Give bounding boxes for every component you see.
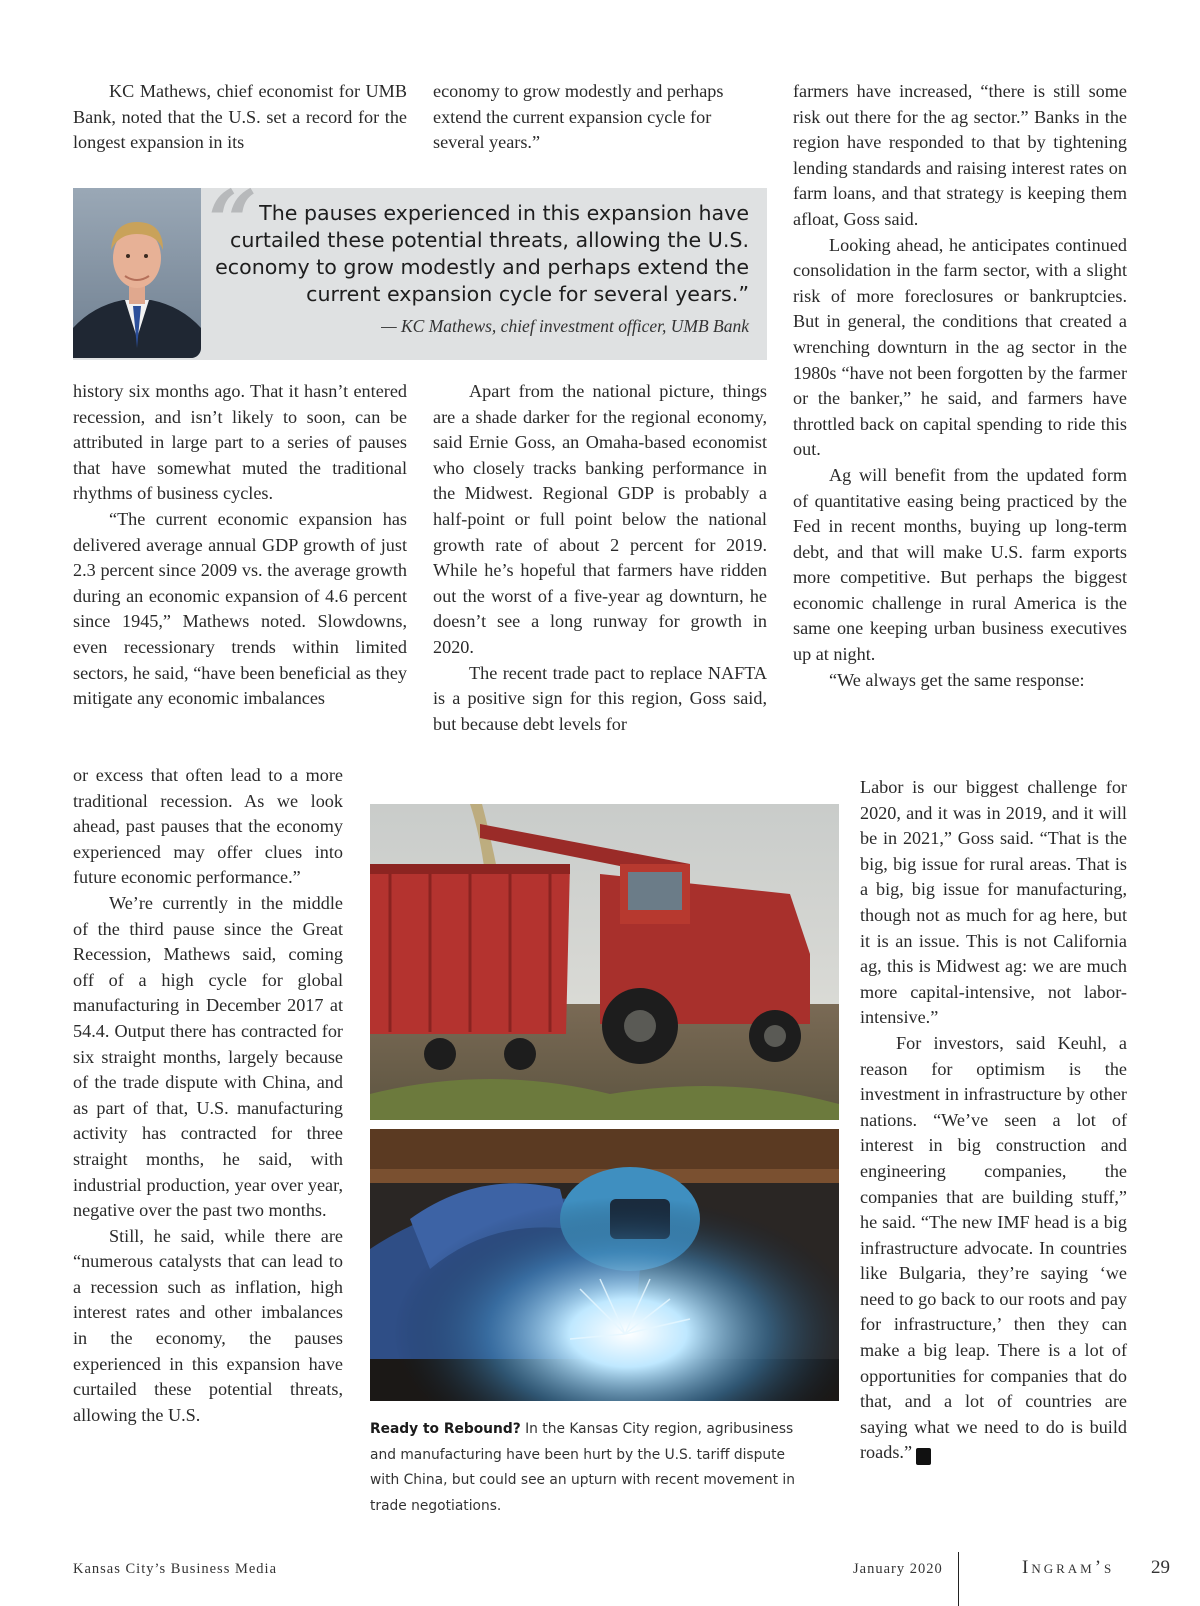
harvester-image <box>370 804 839 1120</box>
harvester-photo <box>370 804 839 1120</box>
pull-quote-attribution: — KC Mathews, chief investment officer, UMB Bank <box>381 316 749 336</box>
welder-photo <box>370 1129 839 1401</box>
paragraph: “The current economic expansion has delivered average annual GDP growth of just 2.3 percent since 2009 vs. the average growth during an economic expansion of 4.6 percent since 1945,” Mathews noted. Slowdowns, even recessionary trends within limited sectors, he said, “have been beneficial as they mitigate any economic imbalances <box>73 508 407 709</box>
portrait-photo <box>73 188 201 358</box>
paragraph: farmers have increased, “there is still some risk out there for the ag sector.” Banks in the region have responded to that by tightening lending standards and raising interest rates on farm loans, and that strategy is keeping them afloat, Goss said. <box>793 81 1127 229</box>
paragraph: economy to grow modestly and perhaps extend the current expansion cycle for several years.” <box>433 81 724 153</box>
paragraph: history six months ago. That it hasn’t entered recession, and isn’t likely to soon, can be attributed in large part to a series of pauses that have somewhat muted the traditional rhythms of business cycles. <box>73 381 407 504</box>
caption-title: Ready to Rebound? <box>370 1421 521 1437</box>
page-number: 29 <box>1151 1557 1170 1578</box>
column-3-top <box>793 79 1127 693</box>
column-1-narrow <box>73 763 343 1428</box>
paragraph: Apart from the national picture, things are a shade darker for the regional economy, said Ernie Goss, an Omaha-based economist who closely tracks banking performance in the Midwest. Regional GDP is probably a half-point or full point below the national growth rate of about 2 percent for 2019. While he’s hopeful that farmers have ridden out the worst of a five-year ag downturn, he doesn’t see a long runway for growth in 2020. <box>433 381 767 657</box>
column-3-narrow <box>860 775 1127 1466</box>
column-1-middle <box>73 379 407 712</box>
column-2-top <box>433 79 767 156</box>
end-mark-icon: I <box>916 1448 931 1465</box>
paragraph-text: For investors, said Keuhl, a reason for optimism is the investment in infrastructure by other nations. “We’ve seen a lot of interest in big construction and engineering companies, the companies that are building stuff,” he said. “The new IMF head is a big infrastructure advocate. In countries like Bulgaria, they’re saying ‘we need to go back to our roots and pay for infrastructure,’ then they can make a big leap. There is a lot of opportunities for companies that do that, and a lot of countries are saying what we need to do is build roads.” <box>860 1032 1127 1463</box>
paragraph: Ag will benefit from the updated form of quantitative easing being practiced by the Fed in recent months, buying up long-term debt, and that will make U.S. farm exports more competitive. But perhaps the biggest economic challenge in rural America is the same one keeping urban business executives up at night. <box>793 464 1127 665</box>
footer-brand: Ingram’s <box>1022 1557 1115 1578</box>
paragraph: KC Mathews, chief economist for UMB Bank, noted that the U.S. set a record for the longest expansion in its <box>73 81 407 153</box>
paragraph: Still, he said, while there are “numerous catalysts that can lead to a recession such as inflation, high interest rates and other imbalances in the economy, the pauses experienced in this expansion have curtailed these potential threats, allowing the U.S. <box>73 1225 343 1425</box>
footer-date: January 2020 <box>853 1561 943 1577</box>
column-2-middle <box>433 379 767 737</box>
welder-image <box>370 1129 839 1401</box>
portrait-image <box>73 188 201 358</box>
paragraph-final <box>860 1031 1127 1466</box>
photo-caption <box>370 1417 810 1519</box>
footer-publication: Kansas City’s Business Media <box>73 1561 278 1577</box>
footer-divider <box>958 1552 959 1606</box>
column-1-top <box>73 79 407 156</box>
caption-body: In the Kansas City region, agribusiness and manufacturing have been hurt by the U.S. tariff dispute with China, but could see an upturn with recent movement in trade negotiations. <box>370 1421 795 1514</box>
paragraph: Looking ahead, he anticipates continued consolidation in the farm sector, with a slight risk of more foreclosures or bankruptcies. But in general, the conditions that created a wrenching downturn in the ag sector in the 1980s “have not been forgotten by the farmer or the banker,” he said, and farmers have throttled back on capital spending to ride this out. <box>793 234 1127 460</box>
paragraph: The recent trade pact to replace NAFTA is a positive sign for this region, Goss said, but because debt levels for <box>433 662 767 734</box>
quote-mark-icon: “ <box>208 172 258 273</box>
paragraph: or excess that often lead to a more traditional recession. As we look ahead, past pauses that the economy experienced may offer clues into future economic performance.” <box>73 765 343 888</box>
paragraph: We’re currently in the middle of the third pause since the Great Recession, Mathews said, coming off of a high cycle for global manufacturing in December 2017 at 54.4. Output there has contracted for six straight months, largely because of the trade dispute with China, and as part of that, U.S. manufacturing activity has contracted for three straight months, he said, with industrial production, year over year, negative over the past two months. <box>73 892 343 1221</box>
pull-quote-text: The pauses experienced in this expansion have curtailed these potential threats, allowing the U.S. economy to grow modestly and perhaps extend the current expansion cycle for several years.” <box>215 201 749 306</box>
paragraph: “We always get the same response: <box>829 669 1085 690</box>
paragraph: Labor is our biggest challenge for 2020, and it was in 2019, and it will be in 2021,” Goss said. “That is the big, big issue for rural areas. That is a big, big issue for manufacturing, though not as much for ag here, but it is an issue. This is not California ag, this is Midwest ag: we are much more capital-intensive, not labor-intensive.” <box>860 777 1127 1028</box>
